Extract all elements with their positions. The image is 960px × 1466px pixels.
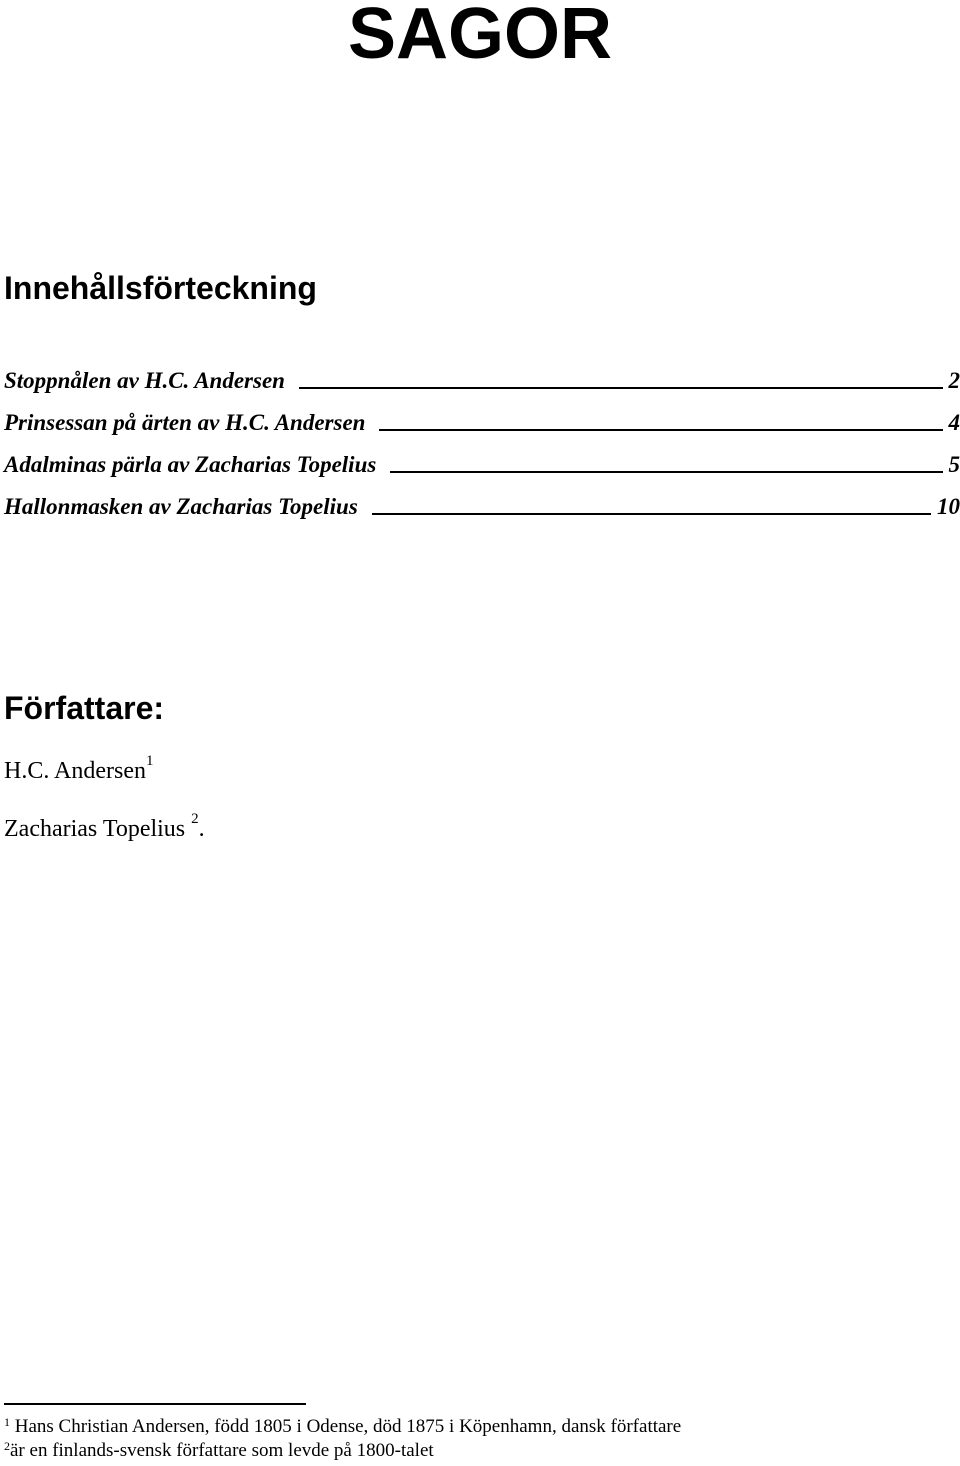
toc-entry-page: 2 bbox=[948, 368, 960, 393]
toc-entry[interactable] bbox=[4, 440, 960, 480]
toc-entry[interactable] bbox=[4, 356, 960, 396]
author-entry bbox=[4, 753, 154, 786]
author-name: H.C. Andersen bbox=[4, 758, 146, 784]
author-name: Zacharias Topelius bbox=[4, 816, 192, 842]
toc-entry[interactable] bbox=[4, 398, 960, 438]
toc-entry-title: Prinsessan på ärten av H.C. Andersen bbox=[4, 410, 366, 435]
footnote-text: är en finlands-svensk författare som levde på 1800-talet bbox=[10, 1440, 434, 1461]
toc-leader-line bbox=[379, 429, 942, 431]
toc-entry-title: Adalminas pärla av Zacharias Topelius bbox=[4, 452, 377, 477]
toc-leader-line bbox=[372, 513, 931, 515]
footnote-marker: 2 bbox=[4, 1439, 10, 1453]
footnote-marker: 1 bbox=[4, 1415, 10, 1429]
footnote-ref[interactable]: 2 bbox=[191, 811, 199, 827]
toc-entry-title: Hallonmasken av Zacharias Topelius bbox=[4, 494, 358, 519]
toc-entry-page: 10 bbox=[937, 494, 960, 519]
toc-entry-page: 5 bbox=[948, 452, 960, 477]
author-entry bbox=[4, 811, 205, 844]
toc-leader-line bbox=[299, 387, 943, 389]
toc-entry-page: 4 bbox=[948, 410, 960, 435]
footnote bbox=[4, 1415, 681, 1439]
footnote-text: Hans Christian Andersen, född 1805 i Odense, död 1875 i Köpenhamn, dansk författare bbox=[10, 1416, 682, 1437]
document-title: SAGOR bbox=[347, 0, 613, 74]
toc-heading: Innehållsförteckning bbox=[4, 270, 317, 306]
author-suffix: . bbox=[198, 816, 205, 842]
authors-heading: Författare: bbox=[4, 690, 165, 726]
footnote bbox=[4, 1439, 434, 1463]
footnote-ref[interactable]: 1 bbox=[145, 753, 154, 769]
table-of-contents bbox=[4, 356, 960, 524]
toc-leader-line bbox=[390, 471, 942, 473]
footnote-separator bbox=[4, 1403, 306, 1405]
toc-entry-title: Stoppnålen av H.C. Andersen bbox=[4, 368, 285, 393]
toc-entry[interactable] bbox=[4, 482, 960, 522]
